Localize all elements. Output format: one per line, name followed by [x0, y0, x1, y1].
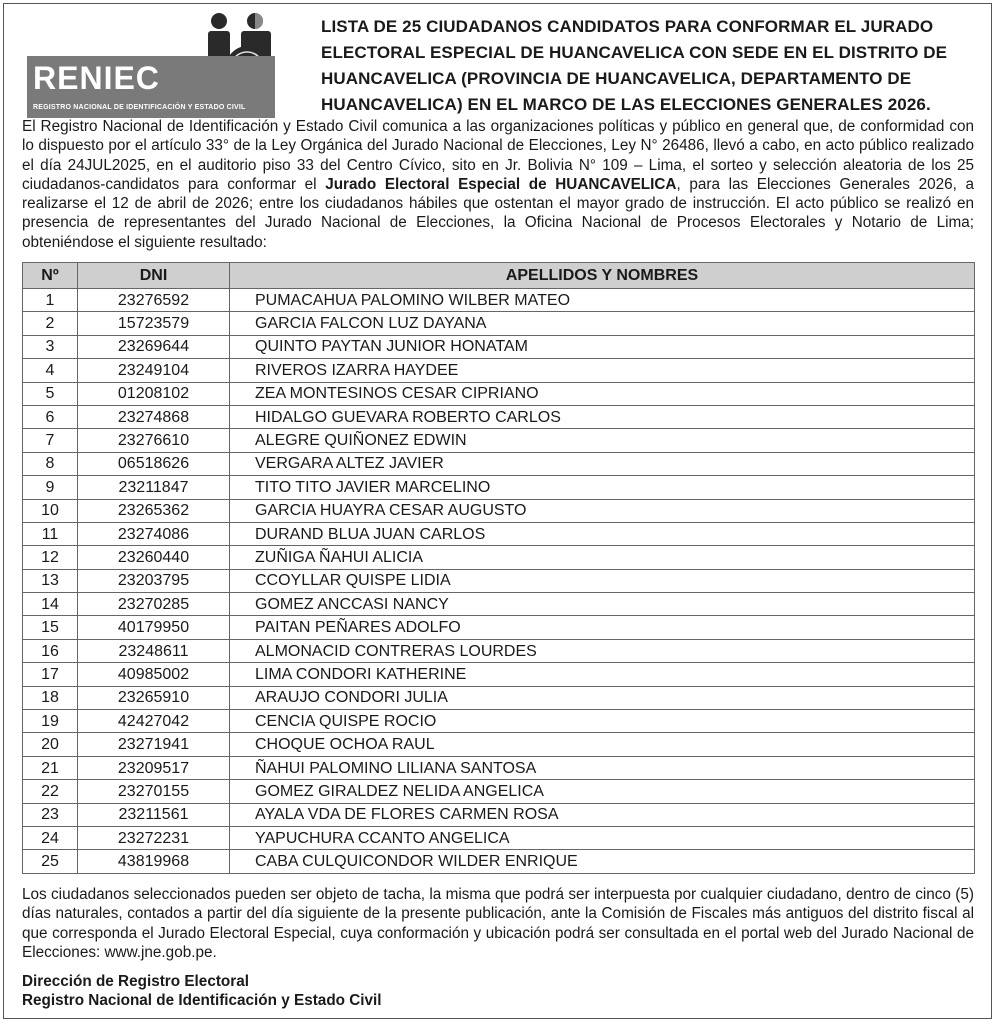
- row-dni: 43819968: [78, 850, 230, 873]
- row-name: ÑAHUI PALOMINO LILIANA SANTOSA: [230, 756, 975, 779]
- row-number: 25: [23, 850, 78, 873]
- candidates-table: [22, 262, 975, 874]
- row-name: GARCIA HUAYRA CESAR AUGUSTO: [230, 499, 975, 522]
- row-dni: 40985002: [78, 663, 230, 686]
- row-name: RIVEROS IZARRA HAYDEE: [230, 359, 975, 382]
- row-number: 1: [23, 289, 78, 312]
- table-row: [23, 546, 975, 569]
- row-number: 14: [23, 593, 78, 616]
- row-name: CHOQUE OCHOA RAUL: [230, 733, 975, 756]
- row-dni: 23209517: [78, 756, 230, 779]
- row-dni: 23276592: [78, 289, 230, 312]
- row-dni: 23272231: [78, 826, 230, 849]
- row-name: GARCIA FALCON LUZ DAYANA: [230, 312, 975, 335]
- reniec-logo: [27, 12, 277, 111]
- row-name: ARAUJO CONDORI JULIA: [230, 686, 975, 709]
- table-row: [23, 569, 975, 592]
- row-number: 9: [23, 476, 78, 499]
- row-name: DURAND BLUA JUAN CARLOS: [230, 522, 975, 545]
- row-number: 5: [23, 382, 78, 405]
- row-number: 17: [23, 663, 78, 686]
- row-dni: 23270285: [78, 593, 230, 616]
- table-row: [23, 616, 975, 639]
- table-body: [23, 289, 975, 874]
- row-name: ALEGRE QUIÑONEZ EDWIN: [230, 429, 975, 452]
- table-row: [23, 850, 975, 873]
- row-number: 12: [23, 546, 78, 569]
- row-dni: 23269644: [78, 335, 230, 358]
- row-dni: 23260440: [78, 546, 230, 569]
- table-row: [23, 756, 975, 779]
- row-dni: 23270155: [78, 780, 230, 803]
- row-name: LIMA CONDORI KATHERINE: [230, 663, 975, 686]
- table-row: [23, 335, 975, 358]
- row-number: 2: [23, 312, 78, 335]
- row-name: QUINTO PAYTAN JUNIOR HONATAM: [230, 335, 975, 358]
- table-row: [23, 382, 975, 405]
- intro-bold: Jurado Electoral Especial de HUANCAVELICA: [325, 175, 677, 193]
- row-dni: 23249104: [78, 359, 230, 382]
- table-row: [23, 452, 975, 475]
- table-row: [23, 405, 975, 428]
- row-number: 10: [23, 499, 78, 522]
- row-name: PAITAN PEÑARES ADOLFO: [230, 616, 975, 639]
- table-row: [23, 686, 975, 709]
- row-dni: 42427042: [78, 710, 230, 733]
- row-number: 23: [23, 803, 78, 826]
- table-row: [23, 289, 975, 312]
- row-name: ALMONACID CONTRERAS LOURDES: [230, 639, 975, 662]
- row-number: 19: [23, 710, 78, 733]
- row-dni: 40179950: [78, 616, 230, 639]
- row-name: HIDALGO GUEVARA ROBERTO CARLOS: [230, 405, 975, 428]
- table-row: [23, 639, 975, 662]
- row-number: 15: [23, 616, 78, 639]
- row-dni: 01208102: [78, 382, 230, 405]
- row-number: 4: [23, 359, 78, 382]
- row-name: GOMEZ GIRALDEZ NELIDA ANGELICA: [230, 780, 975, 803]
- row-dni: 23276610: [78, 429, 230, 452]
- signature-line-1: Dirección de Registro Electoral: [22, 973, 249, 990]
- header-number: Nº: [23, 263, 78, 289]
- row-name: CENCIA QUISPE ROCIO: [230, 710, 975, 733]
- logo-banner: [27, 56, 275, 118]
- row-name: GOMEZ ANCCASI NANCY: [230, 593, 975, 616]
- table-row: [23, 312, 975, 335]
- row-dni: 06518626: [78, 452, 230, 475]
- intro-text-1: El Registro Nacional de Identificación y Estado Civil comunica a las organizaciones políticas y público en general que, de conformidad con lo dispuesto por el artículo 33° de la Ley Orgánica del Jurado Nacional de Elecciones, Ley N° 26486, llevó a cabo, en acto público realizado el día 24JUL2025, en el auditorio piso 33 del Centro Cívico, sito en Jr. Bolivia N° 109 – Lima, el sorteo y selección aleatoria de los 25 ciudadanos-candidatos para conformar el: [22, 118, 974, 193]
- row-dni: 23211847: [78, 476, 230, 499]
- row-number: 7: [23, 429, 78, 452]
- row-number: 22: [23, 780, 78, 803]
- table-header-row: [23, 263, 975, 289]
- signature-line-2: Registro Nacional de Identificación y Estado Civil: [22, 992, 382, 1010]
- table-row: [23, 522, 975, 545]
- closing-paragraph: Los ciudadanos seleccionados pueden ser objeto de tacha, la misma que podrá ser interpuesta por cualquier ciudadano, dentro de cinco (5) días naturales, contados a partir del día siguiente de la presente publicación, ante la Comisión de Fiscales más antiguos del distrito fiscal al que corresponda el Jurado Electoral Especial, cuya conformación y ubicación podrá ser consultada en el portal web del Jurado Nacional de Elecciones: www.jne.gob.pe.: [22, 886, 974, 961]
- header-names: APELLIDOS Y NOMBRES: [230, 263, 975, 289]
- row-number: 3: [23, 335, 78, 358]
- row-number: 11: [23, 522, 78, 545]
- row-dni: 23203795: [78, 569, 230, 592]
- row-dni: 15723579: [78, 312, 230, 335]
- table-row: [23, 499, 975, 522]
- row-dni: 23265910: [78, 686, 230, 709]
- row-name: CCOYLLAR QUISPE LIDIA: [230, 569, 975, 592]
- table-row: [23, 780, 975, 803]
- intro-text-2: , para las Elecciones Generales 2026, a realizarse el 12 de abril de 2026; entre los ciudadanos hábiles que ostentan el mayor grado de instrucción. El acto público se realizó en presencia de representantes del Jurado Nacional de Elecciones, la Oficina Nacional de Procesos Electorales y Notario de Lima; obteniéndose el siguiente resultado:: [22, 175, 974, 251]
- row-name: TITO TITO JAVIER MARCELINO: [230, 476, 975, 499]
- row-number: 8: [23, 452, 78, 475]
- row-name: CABA CULQUICONDOR WILDER ENRIQUE: [230, 850, 975, 873]
- row-number: 21: [23, 756, 78, 779]
- table-row: [23, 593, 975, 616]
- row-dni: 23274868: [78, 405, 230, 428]
- row-number: 13: [23, 569, 78, 592]
- intro-paragraph: [22, 117, 974, 252]
- header-dni: DNI: [78, 263, 230, 289]
- signature-block: [22, 972, 974, 1011]
- row-dni: 23271941: [78, 733, 230, 756]
- notice-title: LISTA DE 25 CIUDADANOS CANDIDATOS PARA CONFORMAR EL JURADO ELECTORAL ESPECIAL DE HUANCAVELICA CON SEDE EN EL DISTRITO DE HUANCAVELICA (PROVINCIA DE HUANCAVELICA, DEPARTAMENTO DE HUANCAVELICA) EN EL MARCO DE LAS ELECCIONES GENERALES 2026.: [321, 17, 948, 114]
- row-name: ZEA MONTESINOS CESAR CIPRIANO: [230, 382, 975, 405]
- row-dni: 23274086: [78, 522, 230, 545]
- table-row: [23, 429, 975, 452]
- logo-wordmark: RENIEC: [33, 60, 160, 96]
- table-row: [23, 359, 975, 382]
- row-name: YAPUCHURA CCANTO ANGELICA: [230, 826, 975, 849]
- row-name: VERGARA ALTEZ JAVIER: [230, 452, 975, 475]
- row-number: 6: [23, 405, 78, 428]
- row-number: 16: [23, 639, 78, 662]
- row-name: ZUÑIGA ÑAHUI ALICIA: [230, 546, 975, 569]
- table-row: [23, 663, 975, 686]
- table-row: [23, 476, 975, 499]
- table-row: [23, 733, 975, 756]
- row-dni: 23265362: [78, 499, 230, 522]
- table-row: [23, 803, 975, 826]
- row-number: 24: [23, 826, 78, 849]
- row-name: PUMACAHUA PALOMINO WILBER MATEO: [230, 289, 975, 312]
- row-dni: 23248611: [78, 639, 230, 662]
- row-number: 20: [23, 733, 78, 756]
- table-row: [23, 710, 975, 733]
- row-dni: 23211561: [78, 803, 230, 826]
- row-name: AYALA VDA DE FLORES CARMEN ROSA: [230, 803, 975, 826]
- table-row: [23, 826, 975, 849]
- row-number: 18: [23, 686, 78, 709]
- logo-subtitle: REGISTRO NACIONAL DE IDENTIFICACIÓN Y ESTADO CIVIL: [33, 104, 246, 111]
